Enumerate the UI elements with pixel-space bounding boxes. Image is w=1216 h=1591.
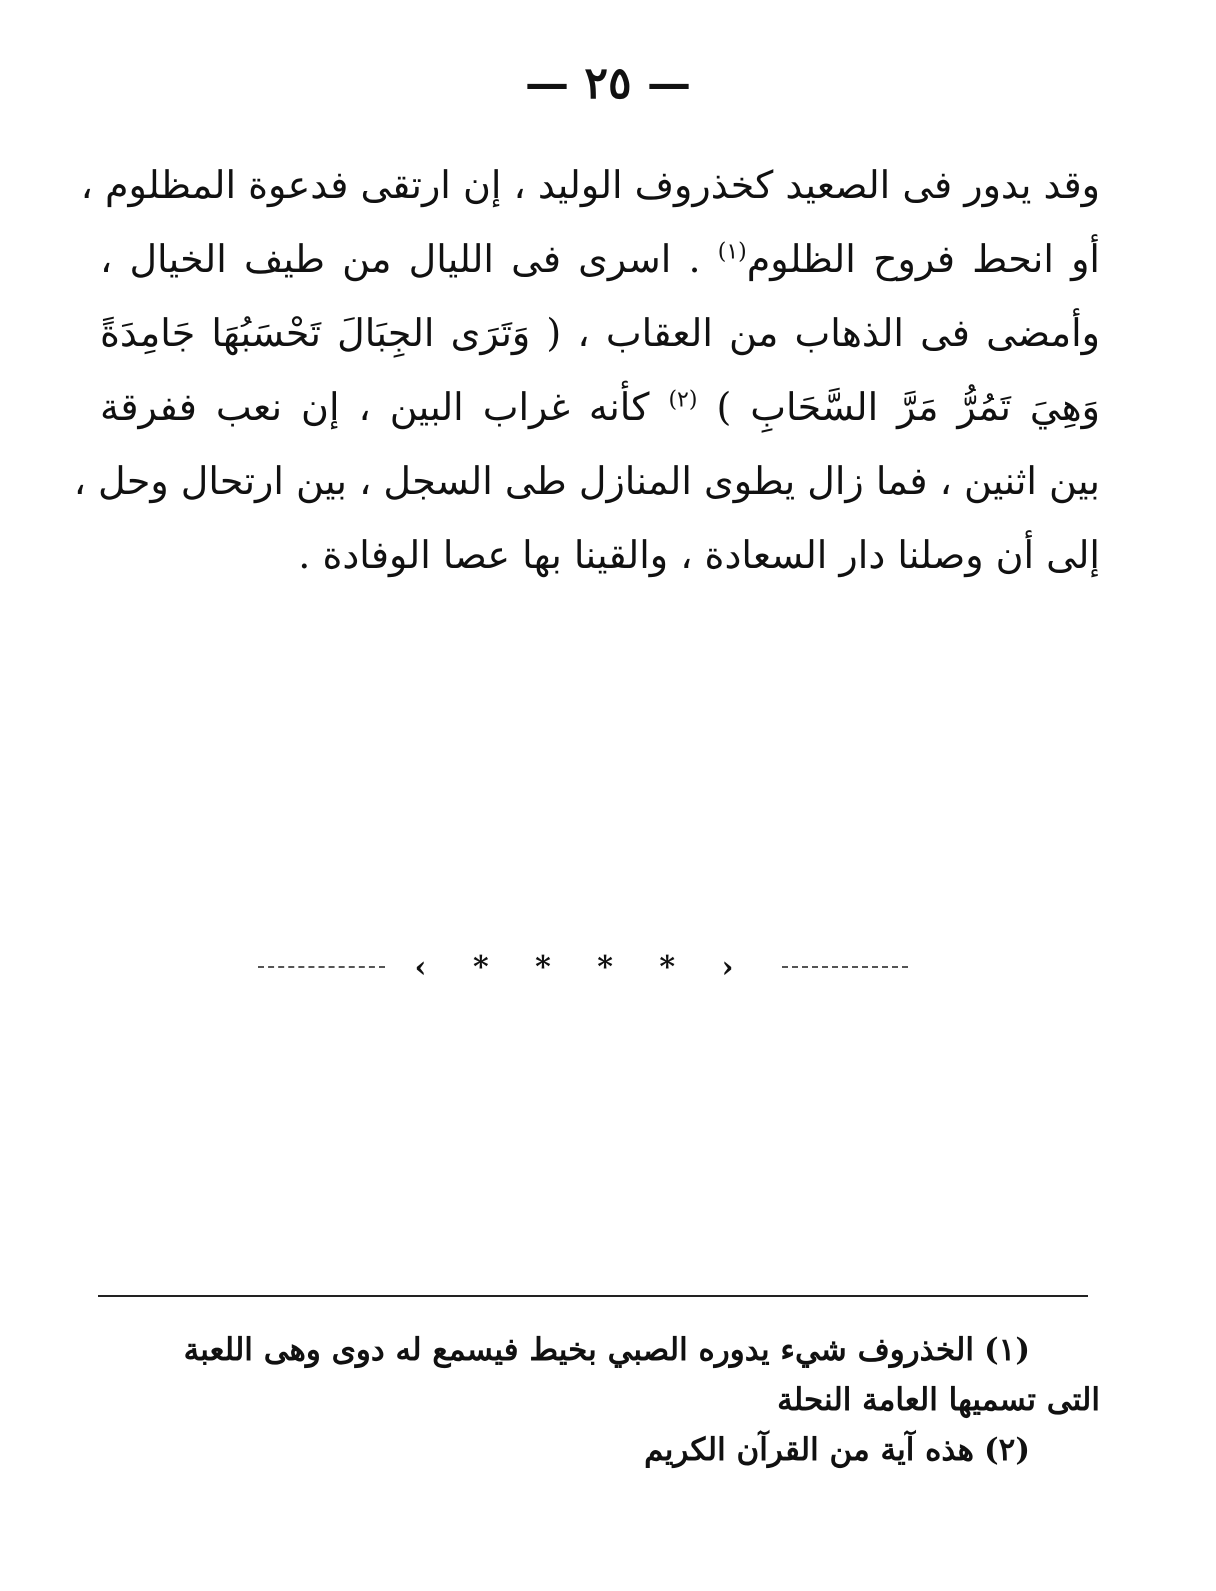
body-line-4-part-a: وَهِيَ تَمُرُّ مَرَّ السَّحَابِ ) [716, 385, 1100, 429]
body-line-2-part-b: . اسرى فى الليال من طيف الخيال ، [100, 237, 701, 281]
section-separator [258, 945, 908, 989]
footnote-1-text: الخذروف شيء يدوره الصبي بخيط فيسمع له دوى وهى اللعبة [183, 1332, 974, 1368]
footnote-divider [98, 1295, 1088, 1297]
footnote-2 [90, 1425, 1100, 1475]
separator-rule-left [258, 966, 385, 968]
body-line-4-part-b: كأنه غراب البين ، إن نعب ففرقة [100, 385, 650, 429]
body-line-4 [100, 370, 1100, 444]
separator-stars [385, 950, 782, 985]
separator-right-mark: › [721, 949, 752, 985]
body-line-6: إلى أن وصلنا دار السعادة ، والقينا بها عصا الوفادة . [298, 533, 1100, 577]
footnote-1 [90, 1325, 1100, 1425]
body-line-2-part-a: أو انحط فروح الظلوم [746, 237, 1100, 281]
footnote-2-text: هذه آية من القرآن الكريم [644, 1432, 974, 1468]
body-line-2 [100, 222, 1100, 296]
footnote-2-number: (٢) [984, 1432, 1030, 1468]
footnote-1-continuation: التى تسميها العامة النحلة [777, 1382, 1100, 1418]
separator-star-row: * * * * [472, 949, 694, 985]
footnote-1-number: (١) [984, 1332, 1030, 1368]
body-line-5: بين اثنين ، فما زال يطوى المنازل طى السجل ، بين ارتحال وحل ، [73, 459, 1100, 503]
footnotes [90, 1325, 1100, 1475]
body-text [73, 148, 1100, 592]
separator-rule-right [782, 966, 909, 968]
separator-left-mark: ‹ [414, 949, 445, 985]
body-line-3: وأمضى فى الذهاب من العقاب ، ( وَتَرَى الجِبَالَ تَحْسَبُهَا جَامِدَةً [100, 311, 1100, 355]
footnote-ref-1: (١) [717, 239, 747, 265]
page-number: — ٢٥ — [525, 58, 691, 109]
footnote-ref-2: (٢) [668, 387, 698, 413]
body-line-1: وقد يدور فى الصعيد كخذروف الوليد ، إن ارتقى فدعوة المظلوم ، [80, 163, 1100, 207]
